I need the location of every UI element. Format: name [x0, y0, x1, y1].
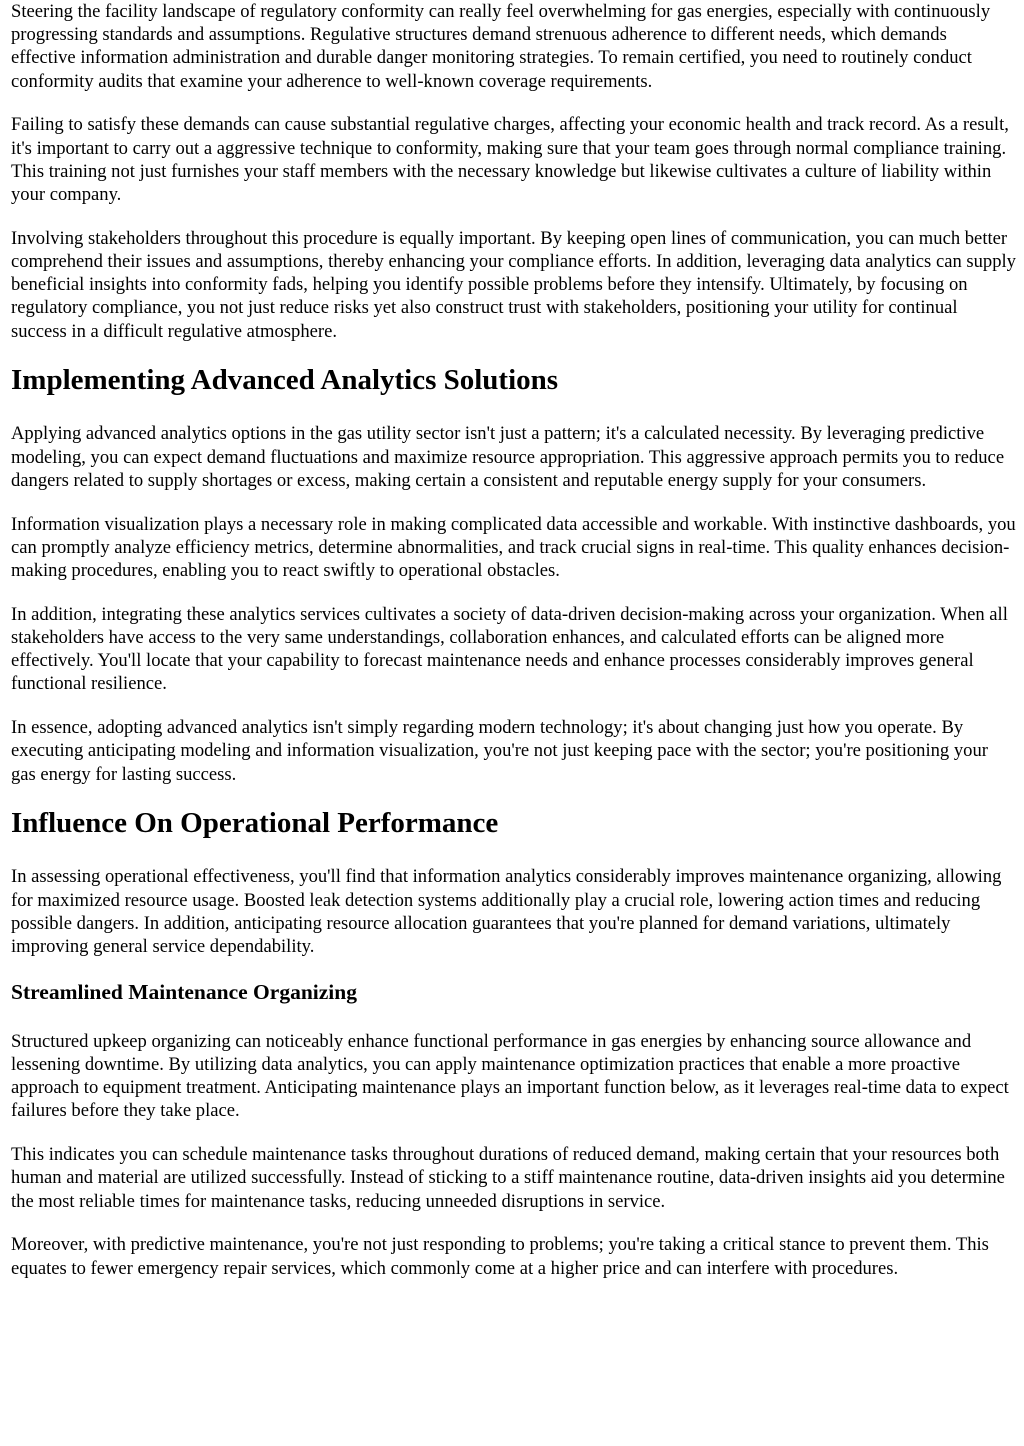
intro-paragraph-2: Failing to satisfy these demands can cause substantial regulative charges, affecting your economic health and track record. As a result, it's important to carry out a aggressive technique to conformity, making sure that your team goes through normal compliance training. This training not just furnishes your staff members with the necessary knowledge but likewise cultivates a culture of liability within your company. — [11, 114, 1009, 206]
analytics-paragraph-2: Information visualization plays a necessary role in making complicated data accessible and workable. With instinctive dashboards, you can promptly analyze efficiency metrics, determine abnormalities, and track crucial signs in real-time. This quality enhances decision-making procedures, enabling you to react swiftly to operational obstacles. — [11, 513, 1016, 582]
section-heading-operational-performance: Influence On Operational Performance — [11, 807, 499, 840]
intro-paragraph-3: Involving stakeholders throughout this procedure is equally important. By keeping open lines of communication, you can much better comprehend their issues and assumptions, thereby enhancing your compliance efforts. In addition, leveraging data analytics can supply beneficial insights into conformity fads, helping you identify possible problems before they intensify. Ultimately, by focusing on regulatory compliance, you not just reduce risks yet also construct trust with stakeholders, positioning your utility for continual success in a difficult regulative atmosphere. — [11, 227, 1016, 342]
operational-paragraph-1: In assessing operational effectiveness, you'll find that information analytics considerably improves maintenance organizing, allowing for maximized resource usage. Boosted leak detection systems additionally play a crucial role, lowering action times and reducing possible dangers. In addition, anticipating resource allocation guarantees that you're planned for demand variations, ultimately improving general service dependability. — [11, 866, 1002, 958]
maintenance-paragraph-2: This indicates you can schedule maintenance tasks throughout durations of reduced demand, making certain that your resources both human and material are utilized successfully. Instead of sticking to a stiff maintenance routine, data-driven insights aid you determine the most reliable times for maintenance tasks, reducing unneeded disruptions in service. — [11, 1144, 1005, 1212]
maintenance-paragraph-3: Moreover, with predictive maintenance, you're not just responding to problems; you're taking a critical stance to prevent them. This equates to fewer emergency repair services, which commonly come at a higher price and can interfere with procedures. — [11, 1234, 989, 1279]
maintenance-paragraph-1: Structured upkeep organizing can noticeably enhance functional performance in gas energies by enhancing source allowance and lessening downtime. By utilizing data analytics, you can apply maintenance optimization practices that enable a more proactive approach to equipment treatment. Anticipating maintenance plays an important function below, as it leverages real-time data to expect failures before they take place. — [11, 1030, 1009, 1122]
intro-paragraph-1: Steering the facility landscape of regulatory conformity can really feel overwhelming for gas energies, especially with continuously progressing standards and assumptions. Regulative structures demand strenuous adherence to different needs, which demands effective information administration and durable danger monitoring strategies. To remain certified, you need to routinely conduct conformity audits that examine your adherence to well-known coverage requirements. — [11, 1, 991, 92]
analytics-paragraph-3: In addition, integrating these analytics services cultivates a society of data-driven decision-making across your organization. When all stakeholders have access to the very same understandings, collaboration enhances, and calculated efforts can be aligned more effectively. You'll locate that your capability to forecast maintenance needs and enhance processes considerably improves general functional resilience. — [11, 603, 1008, 695]
analytics-paragraph-4: In essence, adopting advanced analytics isn't simply regarding modern technology; it's about changing just how you operate. By executing anticipating modeling and information visualization, you're not just keeping pace with the sector; you're positioning your gas energy for lasting success. — [11, 717, 988, 785]
analytics-paragraph-1: Applying advanced analytics options in the gas utility sector isn't just a pattern; it's a calculated necessity. By leveraging predictive modeling, you can expect demand fluctuations and maximize resource appropriation. This aggressive approach permits you to reduce dangers related to supply shortages or excess, making certain a consistent and reputable energy supply for your consumers. — [11, 423, 1005, 491]
subsection-heading-maintenance: Streamlined Maintenance Organizing — [11, 979, 357, 1004]
section-heading-analytics: Implementing Advanced Analytics Solutions — [11, 364, 559, 397]
